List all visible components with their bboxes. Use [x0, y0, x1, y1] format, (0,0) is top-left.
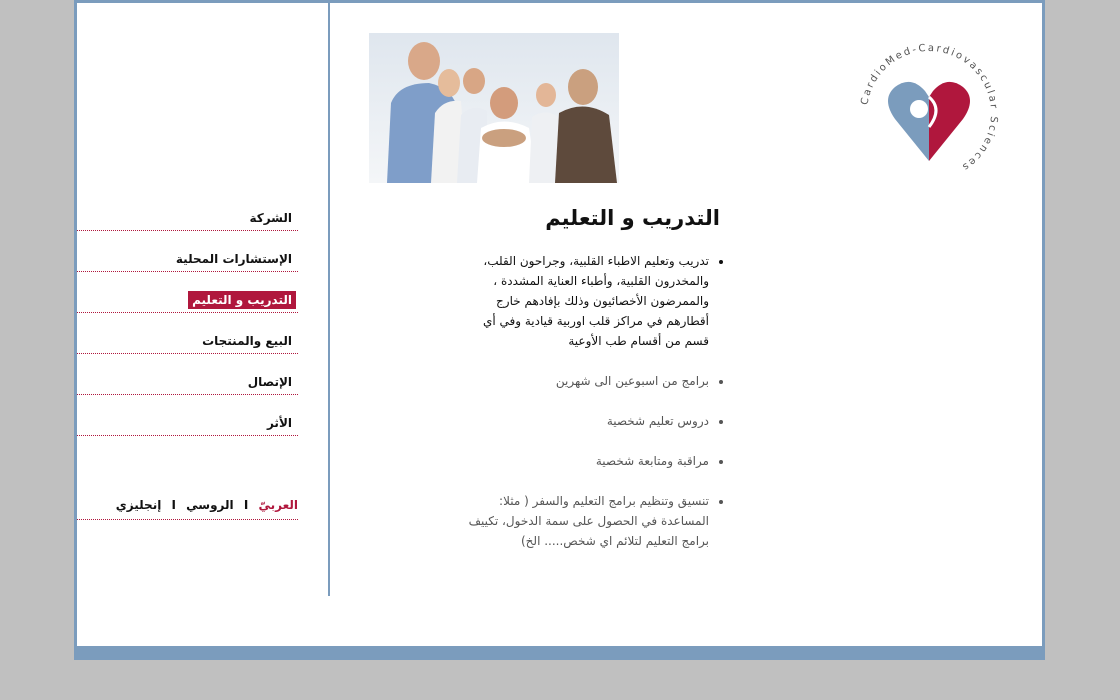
page-frame: [74, 0, 1045, 660]
nav-item-sales-products[interactable]: [77, 326, 298, 354]
list-item: • مراقبة ومتابعة شخصية: [457, 451, 709, 471]
nav-item-impact[interactable]: [77, 408, 298, 436]
page-content: [77, 3, 1042, 646]
nav-label: الشركة: [249, 211, 292, 225]
nav-item-contact[interactable]: [77, 367, 298, 395]
nav-label: الإستشارات المحلية: [175, 252, 292, 266]
sidebar-divider: [328, 3, 330, 596]
nav-label: البيع والمنتجات: [202, 334, 292, 348]
lang-separator: I: [171, 498, 176, 512]
list-item: • برامج من اسبوعين الى شهرين: [457, 371, 709, 391]
nav-item-company[interactable]: [77, 203, 298, 231]
nav-label: التدريب و التعليم: [188, 291, 296, 309]
cardiomed-logo: [859, 43, 999, 183]
list-item: • دروس تعليم شخصية: [457, 411, 709, 431]
logo-ring-text: CardioMed-Cardiovascular Sciences: [859, 43, 999, 174]
nav-label: الأثر: [266, 416, 292, 430]
main-content: [457, 251, 723, 571]
training-list: [457, 251, 723, 551]
list-item: • تنسيق وتنظيم برامج التعليم والسفر ( مثلا: المساعدة في الحصول على سمة الدخول، تكييف برامج التعليم لتلائم اي شخص..... الخ): [457, 491, 709, 551]
lang-separator: I: [243, 498, 249, 512]
nav-label: الإتصال: [247, 375, 292, 389]
lang-russian[interactable]: الروسي: [186, 498, 234, 512]
team-photo: [369, 33, 619, 183]
page-title: التدريب و التعليم: [545, 206, 720, 230]
list-item: • تدريب وتعليم الاطباء القلبية، وجراحون القلب، والمخدرون القلبية، وأطباء العناية المشددة ، والممرضون الأخصائيون وذلك بإفادهم خارج أقطارهم في مراكز قلب اوربية قيادية وفي أي قسم من أقسام طب الأوعية: [457, 251, 709, 351]
lang-english[interactable]: إنجليزي: [115, 498, 162, 512]
nav-item-local-consulting[interactable]: [77, 244, 298, 272]
language-switcher: [77, 495, 298, 520]
lang-arabic[interactable]: العربيّ: [258, 498, 298, 512]
nav-item-training[interactable]: [77, 285, 298, 313]
